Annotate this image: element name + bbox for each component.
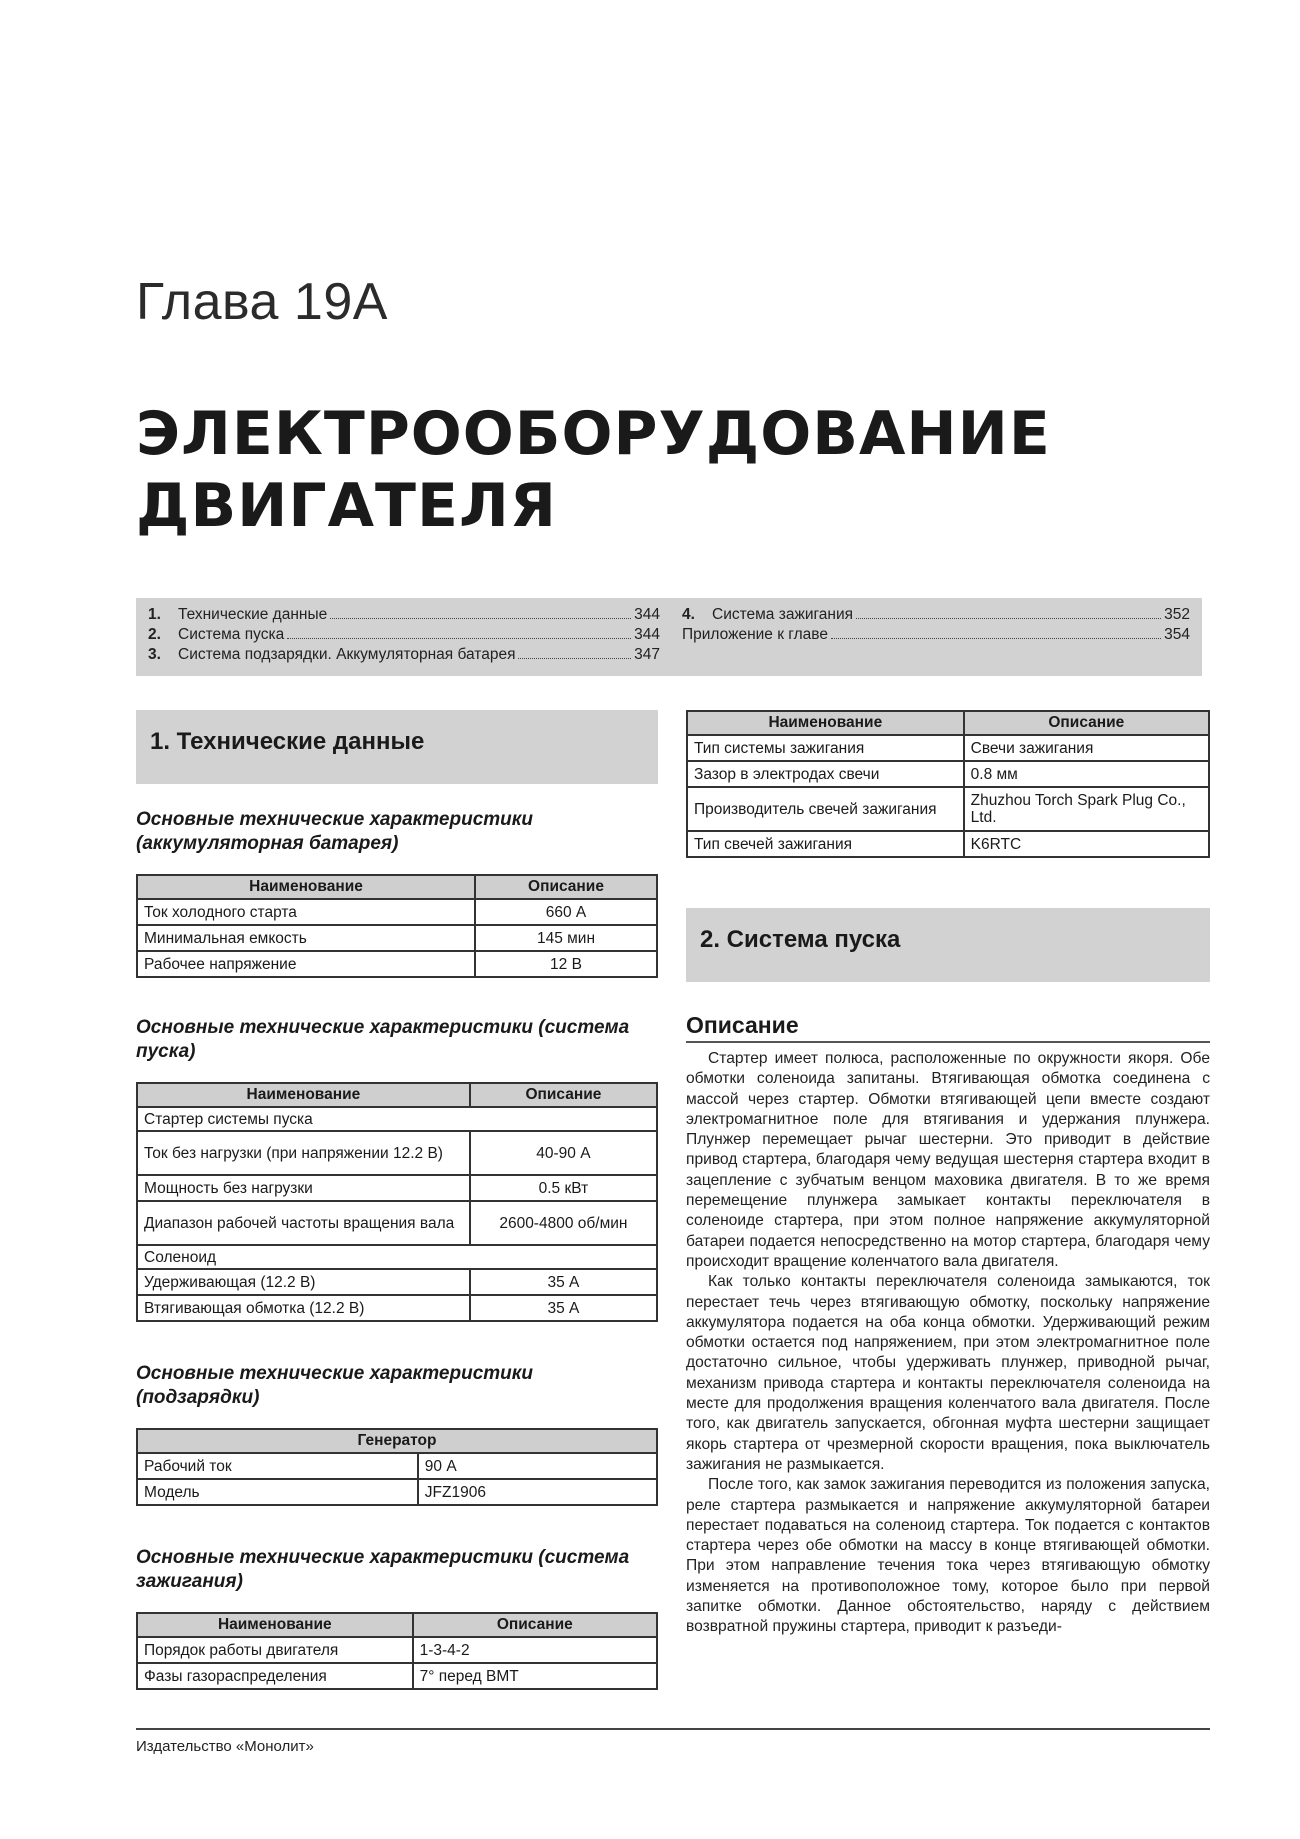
column-header-name: Наименование	[687, 711, 964, 735]
toc-page: 352	[1164, 606, 1190, 623]
param-name: Рабочее напряжение	[137, 951, 475, 977]
param-value: 0.8 мм	[964, 761, 1209, 787]
table-header-row	[137, 1613, 657, 1637]
battery-table	[136, 874, 658, 978]
column-header-name: Наименование	[137, 875, 475, 899]
toc-number: 3.	[148, 646, 161, 663]
param-name: Диапазон рабочей частоты вращения вала	[137, 1201, 470, 1245]
battery-subheading: Основные технические характеристики (аккумуляторная батарея)	[136, 809, 533, 854]
publisher-label: Издательство «Монолит»	[136, 1738, 314, 1755]
toc-item[interactable]	[148, 646, 660, 666]
param-name: Тип системы зажигания	[687, 735, 964, 761]
table-row	[137, 1107, 657, 1131]
param-name: Тип свечей зажигания	[687, 831, 964, 857]
param-value: 35 А	[470, 1269, 657, 1295]
table-row	[137, 1245, 657, 1269]
charging-table	[136, 1428, 658, 1506]
page-footer	[136, 1728, 1210, 1755]
toc-number: 2.	[148, 626, 161, 643]
right-column	[686, 710, 1210, 1638]
toc-right-column	[682, 606, 1190, 646]
param-value: 660 А	[475, 899, 657, 925]
paragraph: Как только контакты переключателя соленоида замыкаются, ток перестает течь через втягивающую обмотку, поскольку напряжение аккумулятора подается на оба конца обмотки. Удерживающий режим обмотки остается под напряжением, при этом электромагнитное поле достаточно сильное, чтобы удерживать плунжер, приводной рычаг, механизм привода стартера и контакты переключателя соленоида на месте для продолжения вращения коленчатого вала двигателя. После того, как двигатель запускается, обгонная муфта шестерни защищает якорь стартера от чрезмерной скорости вращения, пока выключатель зажигания не размыкается.	[686, 1273, 1210, 1473]
param-name: Ток без нагрузки (при напряжении 12.2 В)	[137, 1131, 470, 1175]
ignition-table	[136, 1612, 658, 1690]
group-row-solenoid: Соленоид	[137, 1245, 657, 1269]
table-row	[137, 1295, 657, 1321]
param-value: 40-90 А	[470, 1131, 657, 1175]
param-name: Порядок работы двигателя	[137, 1637, 413, 1663]
starter-table	[136, 1082, 658, 1322]
table-row	[137, 1663, 657, 1689]
table-row	[137, 1131, 657, 1175]
column-header-description: Описание	[470, 1083, 657, 1107]
toc-leader	[856, 618, 1161, 619]
toc-leader	[287, 638, 631, 639]
section-heading-starting-system: 2. Система пуска	[686, 908, 1210, 982]
column-header-generator: Генератор	[137, 1429, 657, 1453]
column-header-description: Описание	[964, 711, 1209, 735]
param-name: Производитель свечей зажигания	[687, 787, 964, 831]
toc-title: Приложение к главе	[682, 626, 828, 643]
param-value: 90 А	[418, 1453, 657, 1479]
toc-title: Технические данные	[178, 606, 328, 623]
param-value: Zhuzhou Torch Spark Plug Co., Ltd.	[964, 787, 1209, 831]
toc-item[interactable]	[148, 626, 660, 646]
param-name: Рабочий ток	[137, 1453, 418, 1479]
table-row	[137, 1175, 657, 1201]
toc-leader	[518, 658, 631, 659]
toc-leader	[831, 638, 1161, 639]
param-name: Мощность без нагрузки	[137, 1175, 470, 1201]
description-heading: Описание	[686, 1012, 1210, 1043]
param-name: Ток холодного старта	[137, 899, 475, 925]
table-row	[687, 831, 1209, 857]
table-row	[137, 1201, 657, 1245]
toc-number: 4.	[682, 606, 695, 623]
table-row	[687, 787, 1209, 831]
starter-subheading: Основные технические характеристики (система пуска)	[136, 1017, 630, 1062]
toc-item[interactable]	[148, 606, 660, 626]
section-heading-tech-data: 1. Технические данные	[136, 710, 658, 784]
param-value: JFZ1906	[418, 1479, 657, 1505]
param-value: 145 мин	[475, 925, 657, 951]
param-name: Модель	[137, 1479, 418, 1505]
param-value: 1-3-4-2	[413, 1637, 657, 1663]
paragraph: После того, как замок зажигания переводится из положения запуска, реле стартера размыкается и напряжение аккумуляторной батареи перестает подаваться на соленоид стартера. Ток подается с контактов стартера через обе обмотки на массу в конце втягивающей обмотки. При этом направление течения тока через втягивающую обмотку изменяется на противоположное тому, которое было при первой запитке обмотки. Данное обстоятельство, наряду с действием возвратной пружины стартера, приводит к разъеди-	[686, 1476, 1210, 1636]
param-name: Удерживающая (12.2 В)	[137, 1269, 470, 1295]
param-value: 35 А	[470, 1295, 657, 1321]
param-value: 0.5 кВт	[470, 1175, 657, 1201]
ignition-subheading: Основные технические характеристики (система зажигания)	[136, 1547, 630, 1592]
title-line-1: ЭЛЕКТРООБОРУДОВАНИЕ	[136, 399, 1051, 469]
chapter-label: Глава 19А	[136, 273, 388, 331]
table-row	[137, 899, 657, 925]
param-name: Втягивающая обмотка (12.2 В)	[137, 1295, 470, 1321]
column-header-name: Наименование	[137, 1083, 470, 1107]
param-value: Свечи зажигания	[964, 735, 1209, 761]
table-of-contents	[136, 598, 1202, 676]
toc-item[interactable]	[682, 626, 1190, 646]
param-value: K6RTC	[964, 831, 1209, 857]
toc-title: Система зажигания	[712, 606, 854, 623]
table-row	[137, 1637, 657, 1663]
toc-page: 354	[1164, 626, 1190, 643]
page-title	[136, 398, 1051, 542]
charging-subheading: Основные технические характеристики (подзарядки)	[136, 1363, 533, 1408]
column-header-description: Описание	[413, 1613, 657, 1637]
table-header-row	[137, 875, 657, 899]
table-row	[687, 735, 1209, 761]
column-header-name: Наименование	[137, 1613, 413, 1637]
param-name: Фазы газораспределения	[137, 1663, 413, 1689]
param-name: Минимальная емкость	[137, 925, 475, 951]
description-text	[686, 1049, 1210, 1638]
param-value: 12 В	[475, 951, 657, 977]
table-row	[137, 925, 657, 951]
toc-left-column	[148, 606, 660, 666]
toc-page: 344	[634, 626, 660, 643]
column-header-description: Описание	[475, 875, 657, 899]
table-row	[137, 1453, 657, 1479]
toc-item[interactable]	[682, 606, 1190, 626]
toc-page: 347	[634, 646, 660, 663]
param-value: 7° перед ВМТ	[413, 1663, 657, 1689]
table-header-row	[687, 711, 1209, 735]
table-header-row	[137, 1083, 657, 1107]
title-line-2: ДВИГАТЕЛЯ	[136, 471, 558, 541]
paragraph: Стартер имеет полюса, расположенные по окружности якоря. Обе обмотки соленоида запитаны. Втягивающая обмотка соединена с массой через стартер. Обмотки втягивающей цепи вместе создают электромагнитное поле для втягивания и удержания плунжера. Плунжер перемещает рычаг шестерни. Это приводит в действие привод стартера, благодаря чему ведущая шестерня стартера входит в зацепление с зубчатым венцом маховика двигателя. В то же время перемещение плунжера замыкает контакты переключателя в соленоиде стартера, при этом полное напряжение аккумуляторной батареи подается непосредственно на мотор стартера, благодаря чему происходит вращение коленчатого вала двигателя.	[686, 1050, 1210, 1270]
table-row	[137, 1269, 657, 1295]
param-name: Зазор в электродах свечи	[687, 761, 964, 787]
ignition-details-table	[686, 710, 1210, 858]
table-header-row	[137, 1429, 657, 1453]
toc-number: 1.	[148, 606, 161, 623]
table-row	[137, 1479, 657, 1505]
toc-title: Система пуска	[178, 626, 285, 643]
toc-leader	[330, 618, 631, 619]
left-column	[136, 710, 658, 1690]
toc-page: 344	[634, 606, 660, 623]
table-row	[687, 761, 1209, 787]
group-row-starter: Стартер системы пуска	[137, 1107, 657, 1131]
param-value: 2600-4800 об/мин	[470, 1201, 657, 1245]
table-row	[137, 951, 657, 977]
toc-title: Система подзарядки. Аккумуляторная батарея	[178, 646, 516, 663]
